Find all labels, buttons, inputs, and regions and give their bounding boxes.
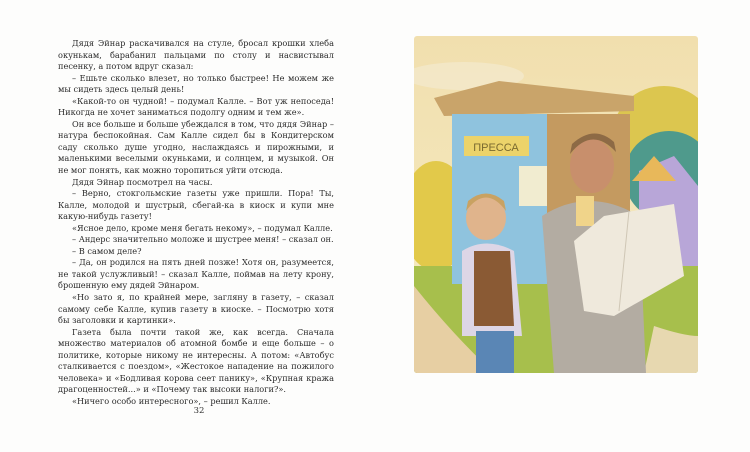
paragraph: – Ешьте сколько влезет, но только быстрее! Не можем же мы сидеть здесь целый день! [58,72,334,95]
paragraph: – Андерс значительно моложе и шустрее меня! – сказал он. [72,234,334,245]
text-page [58,38,334,408]
paragraph: «Ничего особо интересного», – решил Калле. [72,395,271,406]
illustration-image [414,36,698,373]
paragraph: Он все больше и больше убеждался в том, что дядя Эйнар – натура беспокойная. Сам Калле сидел бы в Кондитерском саду сколько душе угодно, наслаждаясь и пирожными, и маленькими веселыми окуньками, и солнцем, и музыкой. Он не мог понять, как можно торопиться уйти отсюда. [58,118,334,176]
paragraph: Дядя Эйнар посмотрел на часы. [72,176,213,187]
kiosk-sign: ПРЕССА [473,142,519,154]
page-number: 32 [193,406,205,416]
paragraph: «Ясное дело, кроме меня бегать некому», – подумал Калле. [72,222,333,233]
paragraph: – Верно, стокгольмские газеты уже пришли. Пора! Ты, Калле, молодой и шустрый, сбегай-ка в киоск и купи мне какую-нибудь газету! [58,188,334,222]
paragraph: Газета была почти такой же, как всегда. Сначала множество материалов об атомной бомбе и еще больше – о политике, которые никому не интересны. А потом: «Автобус сталкивается с поездом», «Жестокое нападение на пожилого человека» и «Бодливая корова сеет панику», «Крупная кража драгоценностей...» и «Почему так высоки налоги?». [58,326,334,395]
illustration-kiosk-scene [414,36,698,373]
paragraph: Дядя Эйнар раскачивался на стуле, бросал крошки хлеба окунькам, барабанил пальцами по столу и насвистывал песенку, а потом вдруг сказал: [58,38,334,72]
paragraph: «Какой-то он чудной! – подумал Калле. – Вот уж непоседа! Никогда не хочет заниматься подолгу одним и тем же». [58,95,334,118]
paragraph: – В самом деле? [72,245,142,256]
paragraph: «Но зато я, по крайней мере, загляну в газету, – сказал самому себе Калле, купив газету в киоске. – Посмотрю хотя бы заголовки и картинки». [58,292,334,326]
paragraph: – Да, он родился на пять дней позже! Хотя он, разумеется, не такой услужливый! – сказал Калле, поймав на лету крону, брошенную ему дядей Эйнаром. [58,257,334,291]
